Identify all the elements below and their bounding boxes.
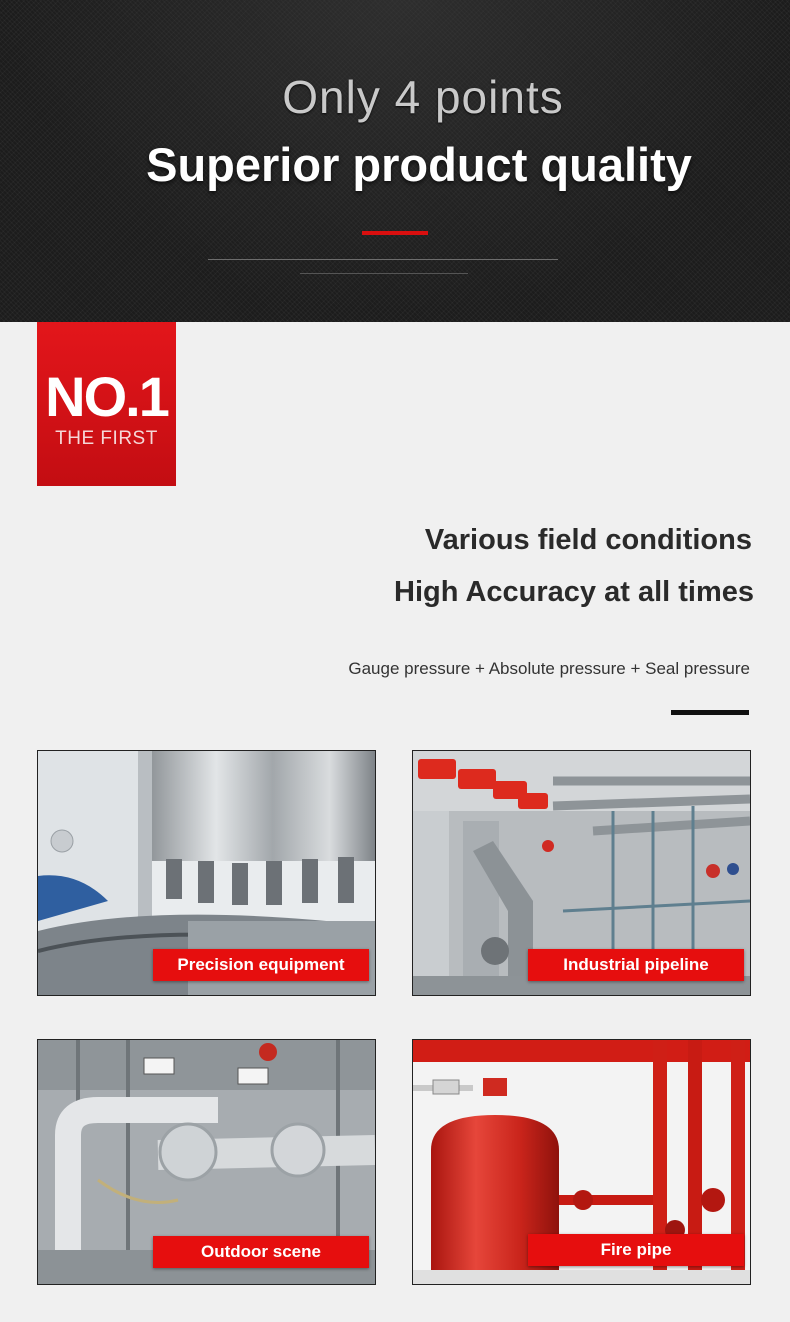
hero-divider-line-short [300, 273, 468, 274]
section-heading-2: High Accuracy at all times [394, 576, 754, 608]
hero-subtitle: Only 4 points [282, 71, 564, 123]
hero-banner [0, 0, 790, 322]
card-precision-equipment [37, 750, 376, 996]
pressure-types-description: Gauge pressure + Absolute pressure + Seal pressure [348, 659, 750, 678]
rank-badge [37, 322, 176, 486]
card-label: Precision equipment [153, 949, 369, 981]
card-label: Fire pipe [528, 1234, 744, 1266]
badge-caption: THE FIRST [55, 428, 158, 449]
hero-divider-line [208, 259, 558, 260]
section-divider [671, 710, 749, 715]
badge-number: NO.1 [45, 365, 168, 428]
card-outdoor-scene [37, 1039, 376, 1285]
hero-title: Superior product quality [146, 138, 692, 191]
card-industrial-pipeline [412, 750, 751, 996]
card-label: Outdoor scene [153, 1236, 369, 1268]
hero-red-divider [362, 231, 428, 235]
card-fire-pipe [412, 1039, 751, 1285]
card-label: Industrial pipeline [528, 949, 744, 981]
section-heading-1: Various field conditions [424, 524, 752, 556]
